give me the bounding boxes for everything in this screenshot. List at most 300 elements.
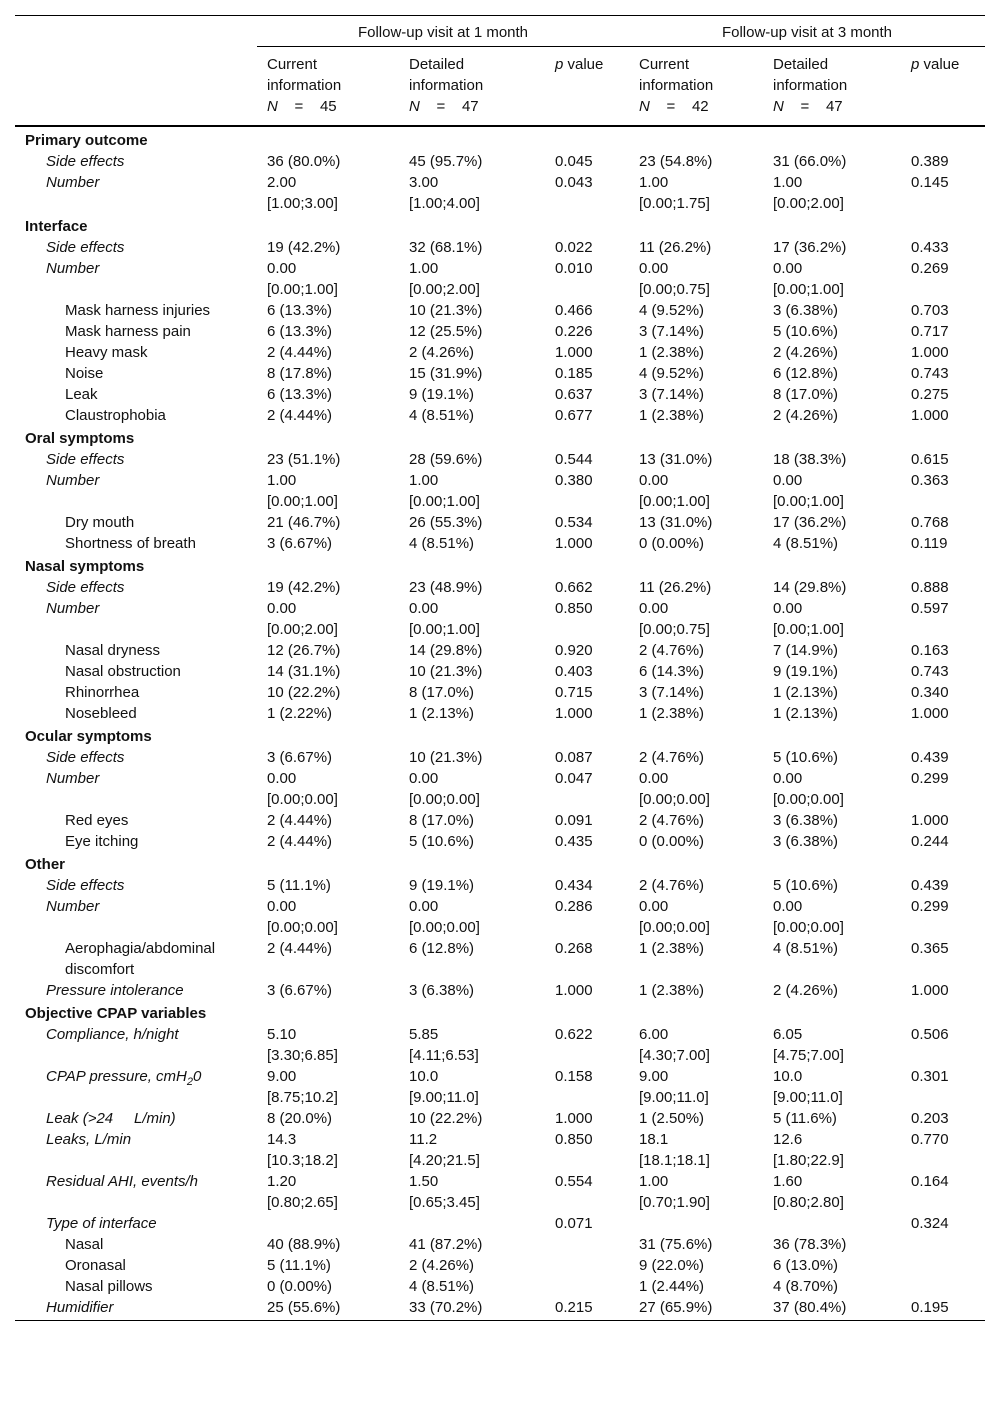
table-cell: Side effects [46,579,125,596]
results-table [15,15,985,1321]
col-pvalue-3m: p value [901,47,985,127]
table-cell: 0.071 [555,1215,593,1232]
table-cell: 3 (7.14%) [639,386,705,403]
table-cell: 0.299 [911,898,949,915]
table-cell [901,1234,985,1255]
table-cell: 1.60 [0.80;2.80] [773,1173,844,1211]
table-cell: 2 (4.44%) [267,833,333,850]
table-cell: 4 (8.51%) [773,940,839,957]
section-header [15,214,985,237]
table-cell: 0.439 [911,749,949,766]
table-cell: 10 (22.2%) [267,684,341,701]
table-cell: Leaks, L/min [46,1131,132,1148]
group-header-3month: Follow-up visit at 3 month [629,16,985,47]
table-cell: 4 (9.52%) [639,302,705,319]
table-cell: 4 (8.51%) [409,535,475,552]
table-row [15,384,985,405]
table-cell: 3 (7.14%) [639,684,705,701]
table-cell [545,1255,629,1276]
table-row [15,640,985,661]
table-cell: 1 (2.13%) [409,705,475,722]
table-cell: 3 (6.67%) [267,982,333,999]
table-cell [545,1234,629,1255]
table-cell: Nosebleed [65,705,137,722]
table-cell: 1.000 [555,535,593,552]
table-cell: 0.00 [0.00;2.00] [267,600,338,638]
table-cell: 2.00 [1.00;3.00] [267,174,338,212]
table-cell: 0.00 [0.00;0.00] [773,898,844,936]
table-row [15,237,985,258]
table-cell: Interface [25,218,88,235]
table-cell: 8 (20.0%) [267,1110,333,1127]
table-cell: 0.622 [555,1026,593,1043]
table-cell: 0.770 [911,1131,949,1148]
table-cell: 0.087 [555,749,593,766]
table-cell: 2 (4.26%) [773,407,839,424]
table-row [15,533,985,554]
table-cell: 0.380 [555,472,593,489]
table-cell: 0.00 [0.00;1.00] [773,600,844,638]
table-cell: 25 (55.6%) [267,1299,341,1316]
table-cell: Rhinorrhea [65,684,140,701]
table-cell: 6.00 [4.30;7.00] [639,1026,710,1064]
table-cell: 1.000 [555,982,593,999]
table-cell: 31 (66.0%) [773,153,847,170]
table-cell: 0.466 [555,302,593,319]
table-cell: 18 (38.3%) [773,451,847,468]
table-cell: 0.00 [0.00;1.00] [639,472,710,510]
table-cell [15,16,257,47]
table-cell: 0.286 [555,898,593,915]
table-row [15,875,985,896]
table-cell: 0.363 [911,472,949,489]
table-cell: 0 (0.00%) [639,535,705,552]
table-cell: Leak (>24 L/min) [46,1110,176,1127]
table-cell: 2 (4.26%) [773,982,839,999]
table-cell: 0.045 [555,153,593,170]
table-cell: 1.00 [0.00;1.00] [267,472,338,510]
table-cell [545,1276,629,1297]
table-cell: 0.00 [0.00;0.00] [267,898,338,936]
table-row [15,300,985,321]
table-cell: Eye itching [65,833,139,850]
table-cell: 0.00 [0.00;0.75] [639,260,710,298]
table-cell: 6 (13.0%) [773,1257,839,1274]
table-cell: 1.000 [555,344,593,361]
table-cell: Oral symptoms [25,430,135,447]
table-cell: 14.3 [10.3;18.2] [267,1131,338,1169]
table-cell: Primary outcome [25,132,148,149]
table-cell: 2 (4.76%) [639,749,705,766]
table-cell: Number [46,898,100,915]
table-row [15,1024,985,1066]
table-cell: 0.340 [911,684,949,701]
table-cell: 3 (6.38%) [409,982,475,999]
section-header [15,126,985,151]
table-cell: 0.00 [0.00;0.00] [267,770,338,808]
table-cell: 3 (6.38%) [773,302,839,319]
table-row [15,747,985,768]
table-row [15,1171,985,1213]
table-cell: 3 (6.38%) [773,812,839,829]
table-cell: 2 (4.44%) [267,940,333,957]
table-cell: Nasal [65,1236,104,1253]
table-cell: 0.215 [555,1299,593,1316]
table-cell: 23 (48.9%) [409,579,483,596]
table-cell: 0.022 [555,239,593,256]
table-cell: 28 (59.6%) [409,451,483,468]
table-cell: 0.043 [555,174,593,191]
table-cell: Mask harness pain [65,323,191,340]
table-cell: 0.403 [555,663,593,680]
table-cell: 0.434 [555,877,593,894]
table-cell [15,47,257,127]
table-cell: 5.85 [4.11;6.53] [409,1026,479,1064]
table-cell: 0.850 [555,1131,593,1148]
table-cell: 1 (2.38%) [639,705,705,722]
table-cell: 5 (10.6%) [773,323,839,340]
group-header-1month: Follow-up visit at 1 month [257,16,629,47]
col-current-3m: Current information N = 42 [629,47,763,127]
table-cell: Nasal dryness [65,642,161,659]
table-row [15,577,985,598]
table-row [15,896,985,938]
table-cell: 8 (17.0%) [773,386,839,403]
table-cell: 13 (31.0%) [639,451,713,468]
table-cell: 1 (2.22%) [267,705,333,722]
table-cell: Red eyes [65,812,129,829]
section-header [15,426,985,449]
table-cell: Side effects [46,153,125,170]
table-cell: 1.000 [911,812,949,829]
table-cell: 19 (42.2%) [267,579,341,596]
table-cell: 1 (2.38%) [639,344,705,361]
table-row [15,449,985,470]
table-cell: 6 (13.3%) [267,302,333,319]
table-row [15,1255,985,1276]
table-cell: Compliance, h/night [46,1026,179,1043]
table-cell: 13 (31.0%) [639,514,713,531]
table-cell: 0.554 [555,1173,593,1190]
table-cell: Claustrophobia [65,407,166,424]
table-cell: Pressure intolerance [46,982,184,999]
table-cell: 14 (29.8%) [409,642,483,659]
table-row [15,661,985,682]
table-row [15,258,985,300]
table-cell [399,1213,545,1234]
table-cell: 8 (17.8%) [267,365,333,382]
table-cell: 0.433 [911,239,949,256]
table-cell: 0.010 [555,260,593,277]
table-cell: 0.00 [0.00;1.00] [773,472,844,510]
table-cell: 15 (31.9%) [409,365,483,382]
table-cell: 40 (88.9%) [267,1236,341,1253]
table-cell: 5 (11.1%) [267,1257,331,1274]
table-cell: 0.047 [555,770,593,787]
table-cell: 0.00 [0.00;0.00] [639,770,710,808]
table-cell: 3 (6.67%) [267,535,333,552]
table-cell: 1.00 [0.00;1.75] [639,174,710,212]
col-detailed-3m: Detailed information N = 47 [763,47,901,127]
table-row [15,1276,985,1297]
table-cell: 4 (8.51%) [409,1278,475,1295]
table-cell: 0.269 [911,260,949,277]
table-cell: 0.00 [0.00;0.00] [639,898,710,936]
table-cell: 5 (10.6%) [773,749,839,766]
table-cell: 0.145 [911,174,949,191]
table-cell: 1 (2.50%) [639,1110,705,1127]
table-cell: 0.164 [911,1173,949,1190]
table-cell: Mask harness injuries [65,302,211,319]
table-cell: 11 (26.2%) [639,239,712,256]
table-cell: 10.0 [9.00;11.0] [773,1068,843,1106]
table-cell: 1 (2.44%) [639,1278,705,1295]
table-row [15,810,985,831]
table-cell: 1 (2.13%) [773,705,839,722]
table-cell: 1 (2.13%) [773,684,839,701]
table-cell: 27 (65.9%) [639,1299,713,1316]
table-cell: 0.637 [555,386,593,403]
table-cell: 0.768 [911,514,949,531]
table-cell: Side effects [46,239,125,256]
table-row [15,363,985,384]
table-cell: 36 (80.0%) [267,153,341,170]
table-cell: 0.439 [911,877,949,894]
table-cell: 12 (25.5%) [409,323,483,340]
table-cell: 0.00 [0.00;0.00] [773,770,844,808]
table-cell: 5 (10.6%) [773,877,839,894]
table-cell: 0.717 [911,323,949,340]
col-current-1m: Current information N = 45 [257,47,399,127]
table-cell: 2 (4.44%) [267,407,333,424]
table-cell [901,1276,985,1297]
table-cell: Side effects [46,749,125,766]
table-cell: 1.000 [911,982,949,999]
table-cell: 11.2 [4.20;21.5] [409,1131,480,1169]
group-header-row [15,16,985,47]
table-cell: 1.000 [555,705,593,722]
table-cell: 0.268 [555,940,593,957]
table-cell: 12 (26.7%) [267,642,341,659]
table-cell: 0.715 [555,684,593,701]
table-row [15,768,985,810]
table-cell: 9 (19.1%) [773,663,839,680]
table-cell: 0.534 [555,514,593,531]
table-cell [901,1255,985,1276]
table-cell: 2 (4.26%) [409,344,475,361]
table-cell: Nasal pillows [65,1278,153,1295]
table-row [15,512,985,533]
table-cell: 0.00 [0.00;0.75] [639,600,710,638]
table-row [15,1066,985,1108]
table-row [15,682,985,703]
table-cell: Nasal symptoms [25,558,145,575]
table-cell: 1.00 [0.00;1.00] [409,472,480,510]
table-cell: 37 (80.4%) [773,1299,847,1316]
table-row [15,938,985,980]
table-cell: 9.00 [9.00;11.0] [639,1068,709,1106]
table-cell [629,1213,763,1234]
table-cell: Type of interface [46,1215,157,1232]
table-row [15,980,985,1001]
bottom-rule [15,1320,985,1321]
table-cell: 0.920 [555,642,593,659]
table-cell: 0.435 [555,833,593,850]
section-header [15,1001,985,1024]
table-cell: 0.743 [911,663,949,680]
table-cell: Number [46,174,100,191]
table-cell: CPAP pressure, cmH$_2$0 [46,1068,202,1088]
table-cell: 6.05 [4.75;7.00] [773,1026,844,1064]
table-cell: 5 (11.1%) [267,877,331,894]
table-cell: 31 (75.6%) [639,1236,713,1253]
table-cell: 0 (0.00%) [267,1278,333,1295]
table-cell: 0 (0.00%) [639,833,705,850]
table-cell: 10 (21.3%) [409,663,483,680]
table-cell: Side effects [46,451,125,468]
section-header [15,554,985,577]
table-cell: 5.10 [3.30;6.85] [267,1026,338,1064]
table-row [15,151,985,172]
table-cell: 23 (54.8%) [639,153,713,170]
table-cell: 36 (78.3%) [773,1236,847,1253]
table-cell: 4 (9.52%) [639,365,705,382]
table-cell: 2 (4.76%) [639,642,705,659]
table-cell: Number [46,472,100,489]
subheader-row [15,47,985,127]
table-cell: 0.324 [911,1215,949,1232]
table-cell: 6 (14.3%) [639,663,705,680]
table-cell: 0.301 [911,1068,949,1085]
table-cell: 18.1 [18.1;18.1] [639,1131,710,1169]
table-cell: Aerophagia/abdominal discomfort [65,940,216,978]
table-row [15,470,985,512]
table-cell: 6 (12.8%) [409,940,475,957]
table-cell: 14 (31.1%) [267,663,341,680]
table-cell: Number [46,770,100,787]
table-cell: 17 (36.2%) [773,239,847,256]
table-cell: 3 (7.14%) [639,323,705,340]
table-cell: 2 (4.76%) [639,812,705,829]
table-cell: 5 (10.6%) [409,833,475,850]
table-row [15,321,985,342]
table-row [15,1234,985,1255]
table-cell: 0.158 [555,1068,593,1085]
table-cell: 2 (4.44%) [267,344,333,361]
table-cell: 41 (87.2%) [409,1236,483,1253]
table-cell: 0.597 [911,600,949,617]
table-cell: 0.703 [911,302,949,319]
table-cell: 17 (36.2%) [773,514,847,531]
table-cell: Nasal obstruction [65,663,181,680]
table-cell: Humidifier [46,1299,114,1316]
table-cell: 0.888 [911,579,949,596]
table-cell: 0.743 [911,365,949,382]
table-cell: 0.00 [0.00;1.00] [409,600,480,638]
table-cell: 33 (70.2%) [409,1299,483,1316]
table-cell: 1.20 [0.80;2.65] [267,1173,338,1211]
table-cell: 0.00 [0.00;1.00] [773,260,844,298]
table-cell: Ocular symptoms [25,728,152,745]
table-cell [15,1320,985,1321]
table-cell: 8 (17.0%) [409,684,475,701]
table-cell: 1.00 [0.00;2.00] [409,260,480,298]
table-cell: Heavy mask [65,344,148,361]
table-cell: 1 (2.38%) [639,407,705,424]
table-cell: 1.000 [911,344,949,361]
table-cell: 32 (68.1%) [409,239,483,256]
table-cell: 1.000 [555,1110,593,1127]
table-cell [257,1213,399,1234]
table-cell: Other [25,856,66,873]
table-cell: 0.00 [0.00;0.00] [409,770,480,808]
table-cell: 1.50 [0.65;3.45] [409,1173,480,1211]
table-cell: 2 (4.26%) [409,1257,475,1274]
table-cell [763,1213,901,1234]
table-cell: 21 (46.7%) [267,514,341,531]
table-cell: 9 (19.1%) [409,386,475,403]
table-cell: 0.226 [555,323,593,340]
table-cell: 0.615 [911,451,949,468]
table-row [15,342,985,363]
table-cell: Residual AHI, events/h [46,1173,199,1190]
table-cell: 2 (4.26%) [773,344,839,361]
table-cell: 0.163 [911,642,949,659]
table-cell: 4 (8.51%) [409,407,475,424]
table-cell: 0.119 [911,535,948,552]
table-cell: 3 (6.38%) [773,833,839,850]
table-cell: 0.662 [555,579,593,596]
table-cell: 2 (4.76%) [639,877,705,894]
table-cell: 0.244 [911,833,949,850]
table-cell: Number [46,600,100,617]
table-cell: 5 (11.6%) [773,1110,837,1127]
section-header [15,852,985,875]
table-cell: 0.00 [0.00;1.00] [267,260,338,298]
table-cell: 45 (95.7%) [409,153,483,170]
table-cell: 0.389 [911,153,949,170]
table-row [15,1129,985,1171]
table-cell: 0.365 [911,940,949,957]
table-cell: Objective CPAP variables [25,1005,207,1022]
table-row [15,1297,985,1320]
table-cell: 0.091 [555,812,593,829]
table-cell: 7 (14.9%) [773,642,839,659]
table-cell: 6 (12.8%) [773,365,839,382]
table-cell: 4 (8.70%) [773,1278,839,1295]
table-row [15,1213,985,1234]
table-cell: 6 (13.3%) [267,323,333,340]
table-cell: 0.506 [911,1026,949,1043]
table-cell: 6 (13.3%) [267,386,333,403]
table-cell: 14 (29.8%) [773,579,847,596]
table-cell: 1.00 [0.70;1.90] [639,1173,710,1211]
table-cell: 19 (42.2%) [267,239,341,256]
table-cell: 0.203 [911,1110,949,1127]
table-row [15,598,985,640]
table-cell: 10.0 [9.00;11.0] [409,1068,479,1106]
table-cell: 12.6 [1.80;22.9] [773,1131,844,1169]
table-cell: 10 (22.2%) [409,1110,483,1127]
table-cell: 26 (55.3%) [409,514,483,531]
table-cell: Side effects [46,877,125,894]
table-cell: 0.677 [555,407,593,424]
table-cell: 2 (4.44%) [267,812,333,829]
table-row [15,1108,985,1129]
table-cell: 1.000 [911,705,949,722]
table-cell: Dry mouth [65,514,135,531]
table-cell: 9 (22.0%) [639,1257,705,1274]
